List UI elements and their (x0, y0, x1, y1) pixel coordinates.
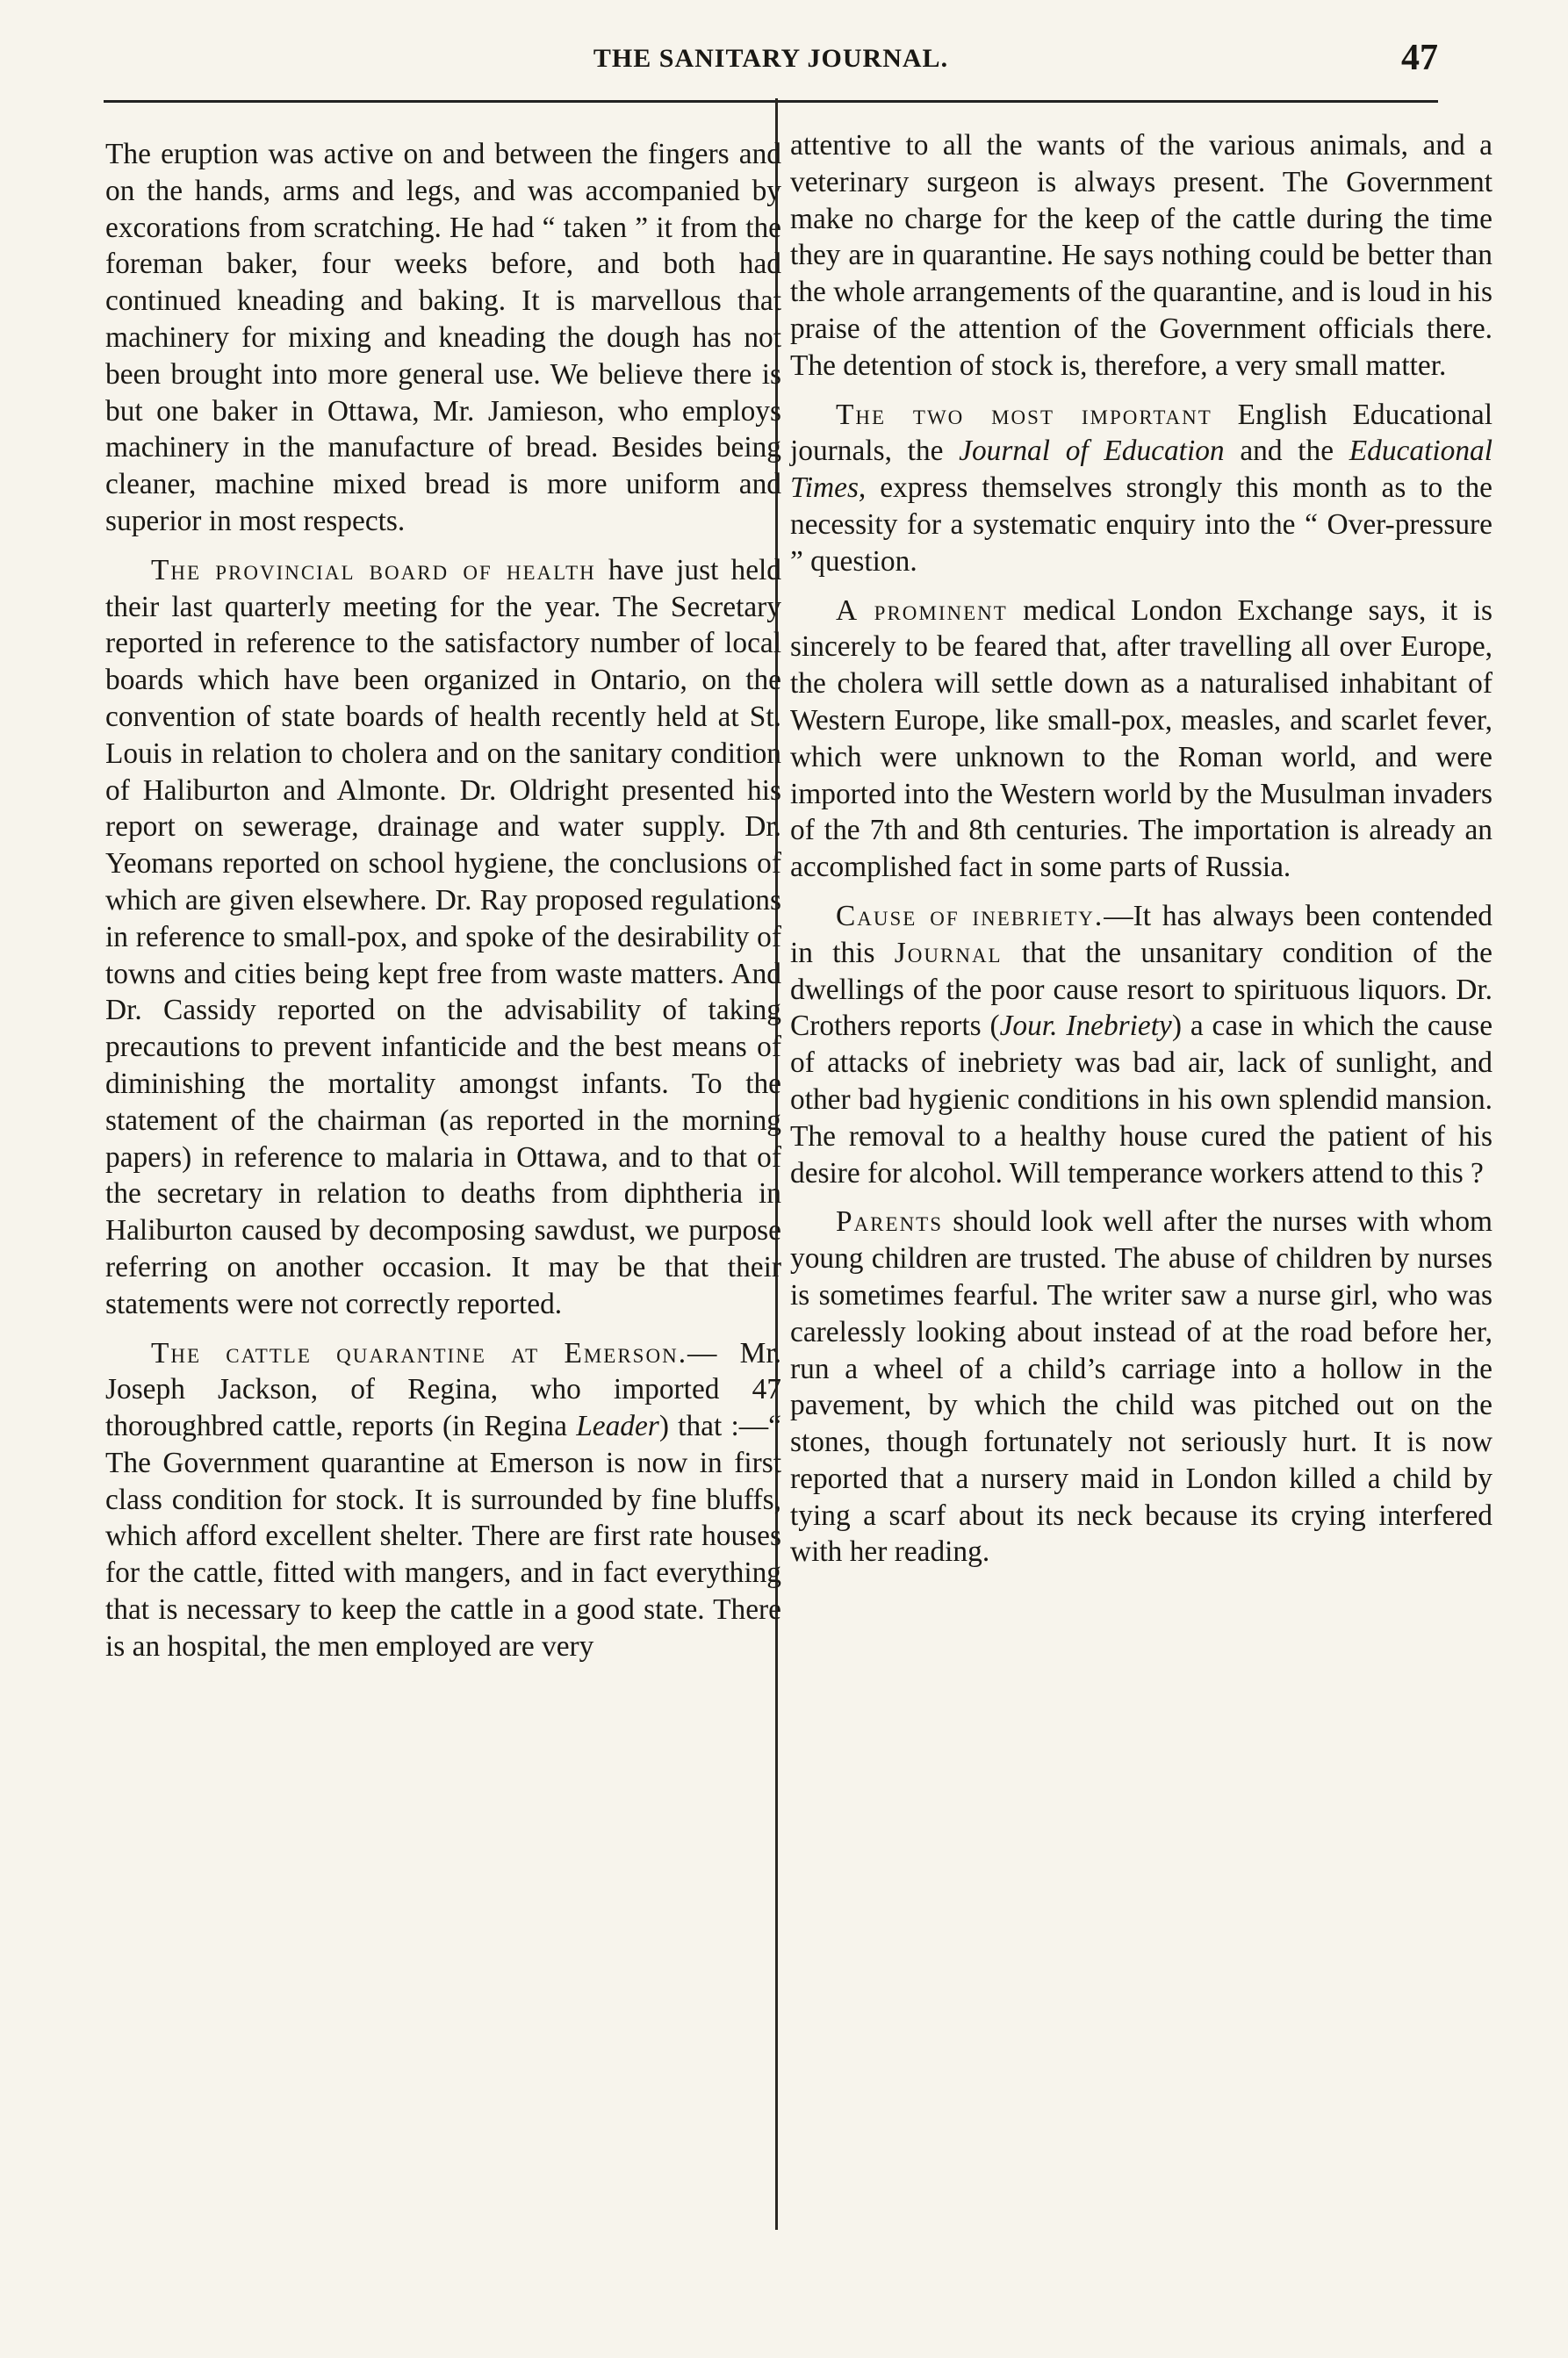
paragraph-body: medical London Exchange says, it is sincerely to be feared that, after travelling all over Europe, the cholera will settle down as a naturalised inhabitant of Western Europe, like small-pox, measles, and scarlet fever, which were unknown to the Roman world, and were imported into the Western world by the Musulman invaders of the 7th and 8th centuries. The importation is already an accomplished fact in some parts of Russia. (790, 593, 1492, 884)
page-number: 47 (1401, 38, 1438, 78)
paragraph-lead: A prominent (836, 593, 1008, 627)
journal-title: THE SANITARY JOURNAL. (593, 44, 949, 73)
paragraph-body: ) a case in which the cause of attacks of inebriety was bad air, lack of sunlight, and other bad hygienic conditions in his own splendid mansion. The removal to a healthy house cured the patient of his desire for alcohol. Will temperance workers attend to this ? (790, 1010, 1493, 1190)
paragraph-body: — Mr. Joseph Jackson, of Regina, who imported 47 thoroughbred cattle, reports (in Regina (105, 1336, 781, 1443)
italic-title: Jour. Inebriety (999, 1010, 1172, 1043)
paragraph-body: ) that :—“ The Government quarantine at Emerson is now in first class condition for stock. It is surrounded by fine bluffs, which afford excellent shelter. There are first rate houses for the cattle, fitted with mangers, and in fact everything that is necessary to keep the cattle in a good state. There is an hospital, the men employed are very (105, 1410, 781, 1663)
paragraph-parents (790, 1204, 1492, 1571)
paragraph-educational-journals (790, 397, 1492, 580)
paragraph-quarantine-continued: attentive to all the wants of the various animals, and a veterinary surgeon is always present. The Government make no charge for the keep of the cattle during the time they are in quarantine. He says nothing could be better than the whole arrangements of the quarantine, and is loud in his praise of the attention of the Government officials there. The detention of stock is, therefore, a very small matter. (790, 129, 1492, 382)
right-column (790, 127, 1492, 1583)
header-rule (104, 100, 1438, 103)
left-column (105, 136, 781, 1678)
paragraph-lead: The cattle quarantine at Emerson. (151, 1336, 688, 1370)
journal-word: Journal (894, 936, 1003, 969)
paragraph-lead: The two most important (836, 398, 1212, 431)
paragraph-provincial-board (105, 552, 781, 1323)
paragraph-lead: The provincial board of health (151, 553, 596, 586)
paragraph-body: —It has always been contended in this (790, 899, 1492, 969)
paragraph-cattle-quarantine (105, 1335, 781, 1665)
italic-title: Journal of Education (959, 435, 1225, 468)
running-head (104, 37, 1438, 90)
paragraph-body: have just held their last quarterly meeting for the year. The Secretary reported in reference to the satisfactory number of local boards which have been organized in Ontario, on the convention of state boards of health recently held at St. Louis in relation to cholera and on the sanitary condition of Haliburton and Almonte. Dr. Oldright presented his report on sewerage, drainage and water supply. Dr. Yeomans reported on school hygiene, the conclusions of which are given elsewhere. Dr. Ray proposed regulations in reference to small-pox, and spoke of the desirability of towns and cities being kept free from waste matters. And Dr. Cassidy reported on the advisability of taking precautions to prevent infanticide and the best means of diminishing the mortality amongst infants. To the statement of the chairman (as reported in the morning papers) in reference to malaria in Ottawa, and to that of the secretary in relation to deaths from diphtheria in Haliburton caused by decomposing sawdust, we purpose referring on another occasion. It may be that their statements were not correctly reported. (105, 553, 781, 1320)
paragraph-body: express themselves strongly this month as to the necessity for a systematic enquiry into the “ Over-pressure ” question. (790, 471, 1492, 578)
italic-title: Leader (576, 1410, 659, 1443)
paragraph-eruption: The eruption was active on and between the fingers and on the hands, arms and legs, and was accompanied by excorations from scratching. He had “ taken ” it from the foreman baker, four weeks before, and both had continued kneading and baking. It is marvellous that machinery for mixing and kneading the dough has not been brought into more general use. We believe there is but one baker in Ottawa, Mr. Jamieson, who employs machinery in the manufacture of bread. Besides being cleaner, machine mixed bread is more uniform and superior in most respects. (105, 138, 781, 537)
paragraph-lead: Cause of inebriety. (836, 899, 1104, 932)
paragraph-inebriety (790, 898, 1492, 1191)
paragraph-body: and the (1224, 435, 1349, 468)
paragraph-body: English Educational journals, the (790, 398, 1492, 468)
paragraph-cholera (790, 593, 1492, 886)
paragraph-lead: Parents (836, 1205, 944, 1239)
italic-title: Educational Times, (790, 435, 1492, 505)
paragraph-body: that the unsanitary condition of the dwellings of the poor cause resort to spirituous liquors. Dr. Crothers reports ( (790, 936, 1492, 1043)
paragraph-body: should look well after the nurses with whom young children are trusted. The abuse of children by nurses is sometimes fearful. The writer saw a nurse girl, who was carelessly looking about instead of at the road before her, run a wheel of a child’s carriage into a hollow in the pavement, by which the child was pitched out on the stones, though fortunately not seriously hurt. It is now reported that a nursery maid in London killed a child by tying a scarf about its neck because its crying interfered with her reading. (790, 1205, 1492, 1569)
